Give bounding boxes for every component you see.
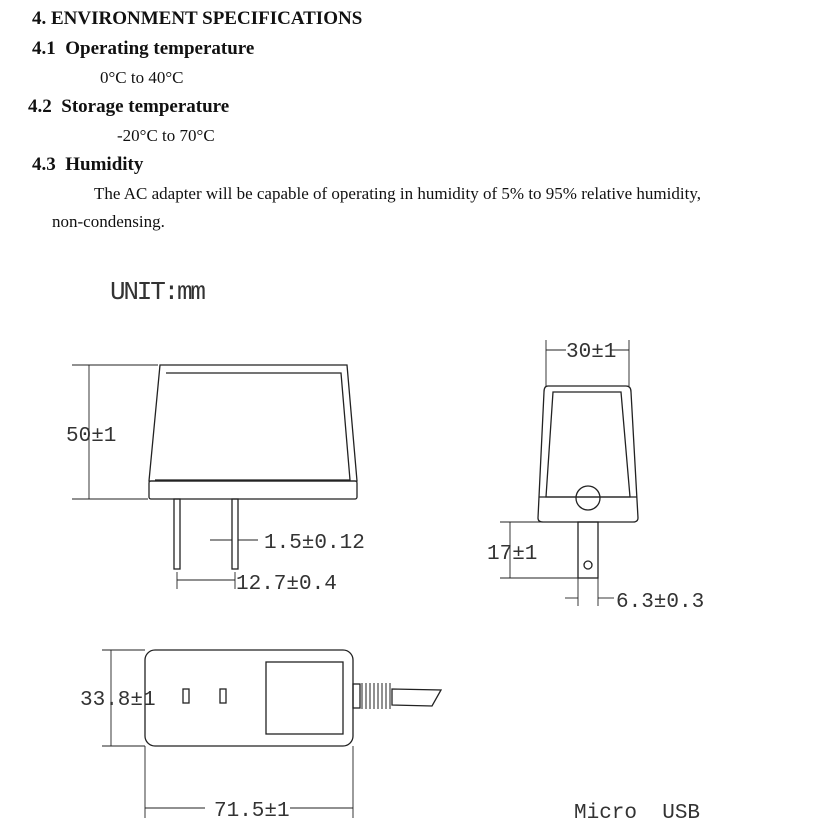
storage-temp-heading: 4.2 Storage temperature (28, 96, 230, 117)
dim-body-length: 71.5±1 (214, 800, 290, 823)
humidity-text-line1: The AC adapter will be capable of operating in humidity of 5% to 95% relative humidity, (94, 184, 701, 203)
connector-label: Micro USB (574, 802, 701, 825)
operating-temp-value: 0°C to 40°C (100, 68, 184, 87)
humidity-heading: 4.3 Humidity (32, 154, 144, 175)
humidity-text-line2: non-condensing. (52, 212, 165, 231)
dim-pin-spacing: 12.7±0.4 (236, 573, 337, 596)
front-view (72, 365, 357, 589)
dim-height: 50±1 (66, 425, 117, 448)
dim-pin-length: 17±1 (487, 543, 538, 566)
dim-pin-width: 1.5±0.12 (264, 532, 365, 555)
unit-label: UNIT:mm (110, 277, 206, 307)
operating-temp-heading: 4.1 Operating temperature (32, 38, 255, 59)
dim-pin-blade: 6.3±0.3 (616, 591, 705, 614)
dim-depth: 30±1 (566, 341, 617, 364)
section-title: 4. ENVIRONMENT SPECIFICATIONS (32, 8, 363, 29)
top-view (102, 650, 441, 818)
storage-temp-value: -20°C to 70°C (117, 126, 215, 145)
dim-body-width: 33.8±1 (80, 689, 156, 712)
side-view (500, 340, 638, 606)
